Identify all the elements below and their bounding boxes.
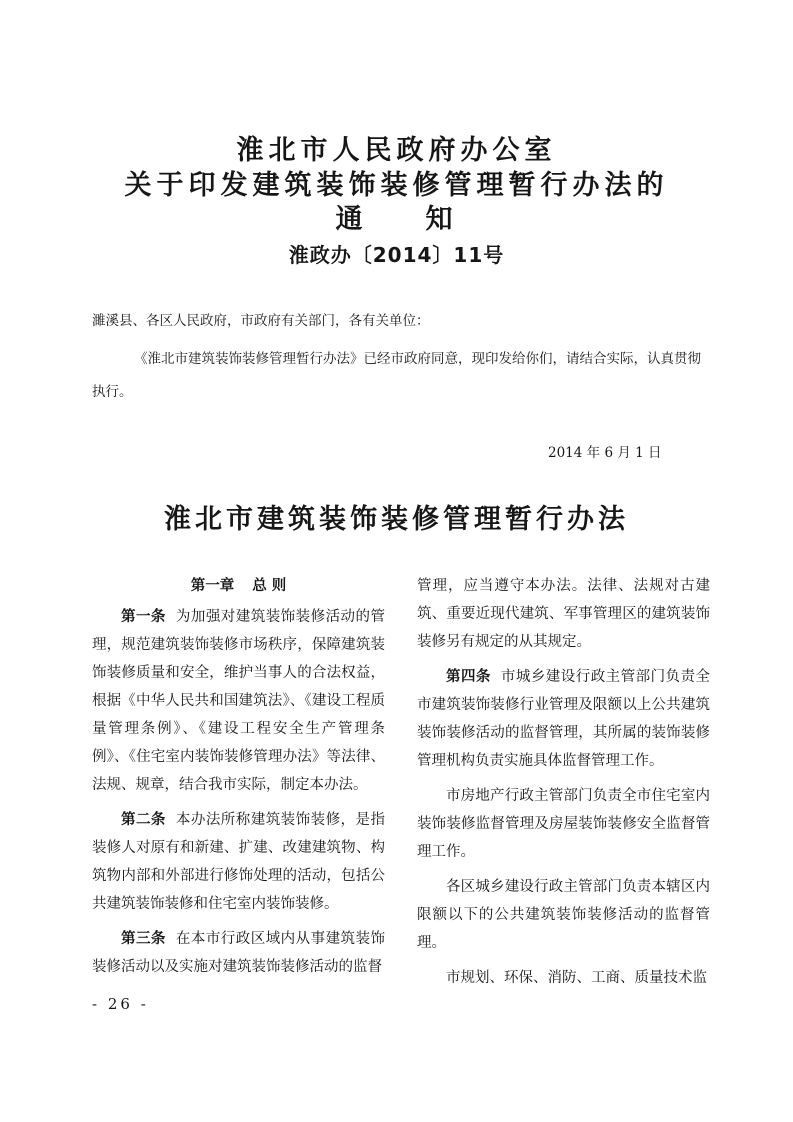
- notice-title-line-1: 淮北市人民政府办公室: [236, 135, 557, 166]
- article-1-label: 第一条: [121, 608, 166, 625]
- article-2-label: 第二条: [121, 811, 166, 828]
- notice-title-char-zhi: 知: [425, 204, 458, 235]
- notice-title-line-2: 关于印发建筑装饰装修管理暂行办法的: [124, 170, 669, 201]
- article-4-paragraph-4: 市规划、环保、消防、工商、质量技术监: [446, 970, 707, 986]
- article-1-text: 为加强对建筑装饰装修活动的管理，规范建筑装饰装修市场秩序，保障建筑装饰装修质量和安全，维护当事人的合法权益，根据《中华人民共和国建筑法》、《建设工程质量管理条例》、《建设工程安全生产管理条例》、《住宅室内装饰装修管理办法》等法律、法规、规章，结合我市实际，制定本办法。: [92, 609, 385, 793]
- article-4-paragraph-2: 市房地产行政主管部门负责全市住宅室内装饰装修监督管理及房屋装饰装修安全监督管理工作。: [417, 788, 710, 860]
- notice-title-char-tong: 通: [335, 204, 368, 235]
- regulation-title: 淮北市建筑装饰装修管理暂行办法: [164, 504, 629, 535]
- chapter-heading: [92, 572, 385, 600]
- article-2-text: 本办法所称建筑装饰装修，是指装修人对原有和新建、扩建、改建建筑物、构筑物内部和外部进行修饰处理的活动，包括公共建筑装饰装修和住宅室内装饰装修。: [92, 812, 385, 912]
- article-3-continued: 管理，应当遵守本办法。法律、法规对古建筑、重要近现代建筑、军事管理区的建筑装饰装修另有规定的从其规定。: [417, 578, 710, 650]
- article-3: [92, 925, 385, 981]
- article-3-label: 第三条: [121, 930, 166, 947]
- article-3-text-part1: 在本市行政区域内从事建筑装饰装修活动以及实施对建筑装饰装修活动的监督: [92, 931, 385, 975]
- document-number: 淮政办〔2014〕11号: [288, 243, 505, 267]
- right-column: [417, 572, 710, 999]
- article-4-label: 第四条: [446, 668, 491, 685]
- notice-body: 《淮北市建筑装饰装修管理暂行办法》已经市政府同意，现印发给你们，请结合实际，认真贯彻执行。: [92, 351, 701, 400]
- page-number: - 26 -: [92, 995, 149, 1013]
- recipients: 濉溪县、各区人民政府，市政府有关部门，各有关单位：: [92, 313, 430, 329]
- article-4-text: 市城乡建设行政主管部门负责全市建筑装饰装修行业管理及限额以上公共建筑装饰装修活动的监督管理，其所属的装饰装修管理机构负责实施具体监督管理工作。: [417, 669, 710, 769]
- notice-title-line-3: [0, 202, 793, 238]
- article-4: [417, 663, 710, 775]
- article-4-paragraph-3: 各区城乡建设行政主管部门负责本辖区内限额以下的公共建筑装饰装修活动的监督管理。: [417, 879, 710, 951]
- article-2: [92, 806, 385, 918]
- chapter-number: 第一章: [190, 577, 235, 594]
- chapter-title: 总 则: [252, 577, 287, 594]
- left-column: [92, 572, 385, 988]
- article-1: [92, 603, 385, 799]
- notice-date: 2014 年 6 月 1 日: [548, 445, 662, 461]
